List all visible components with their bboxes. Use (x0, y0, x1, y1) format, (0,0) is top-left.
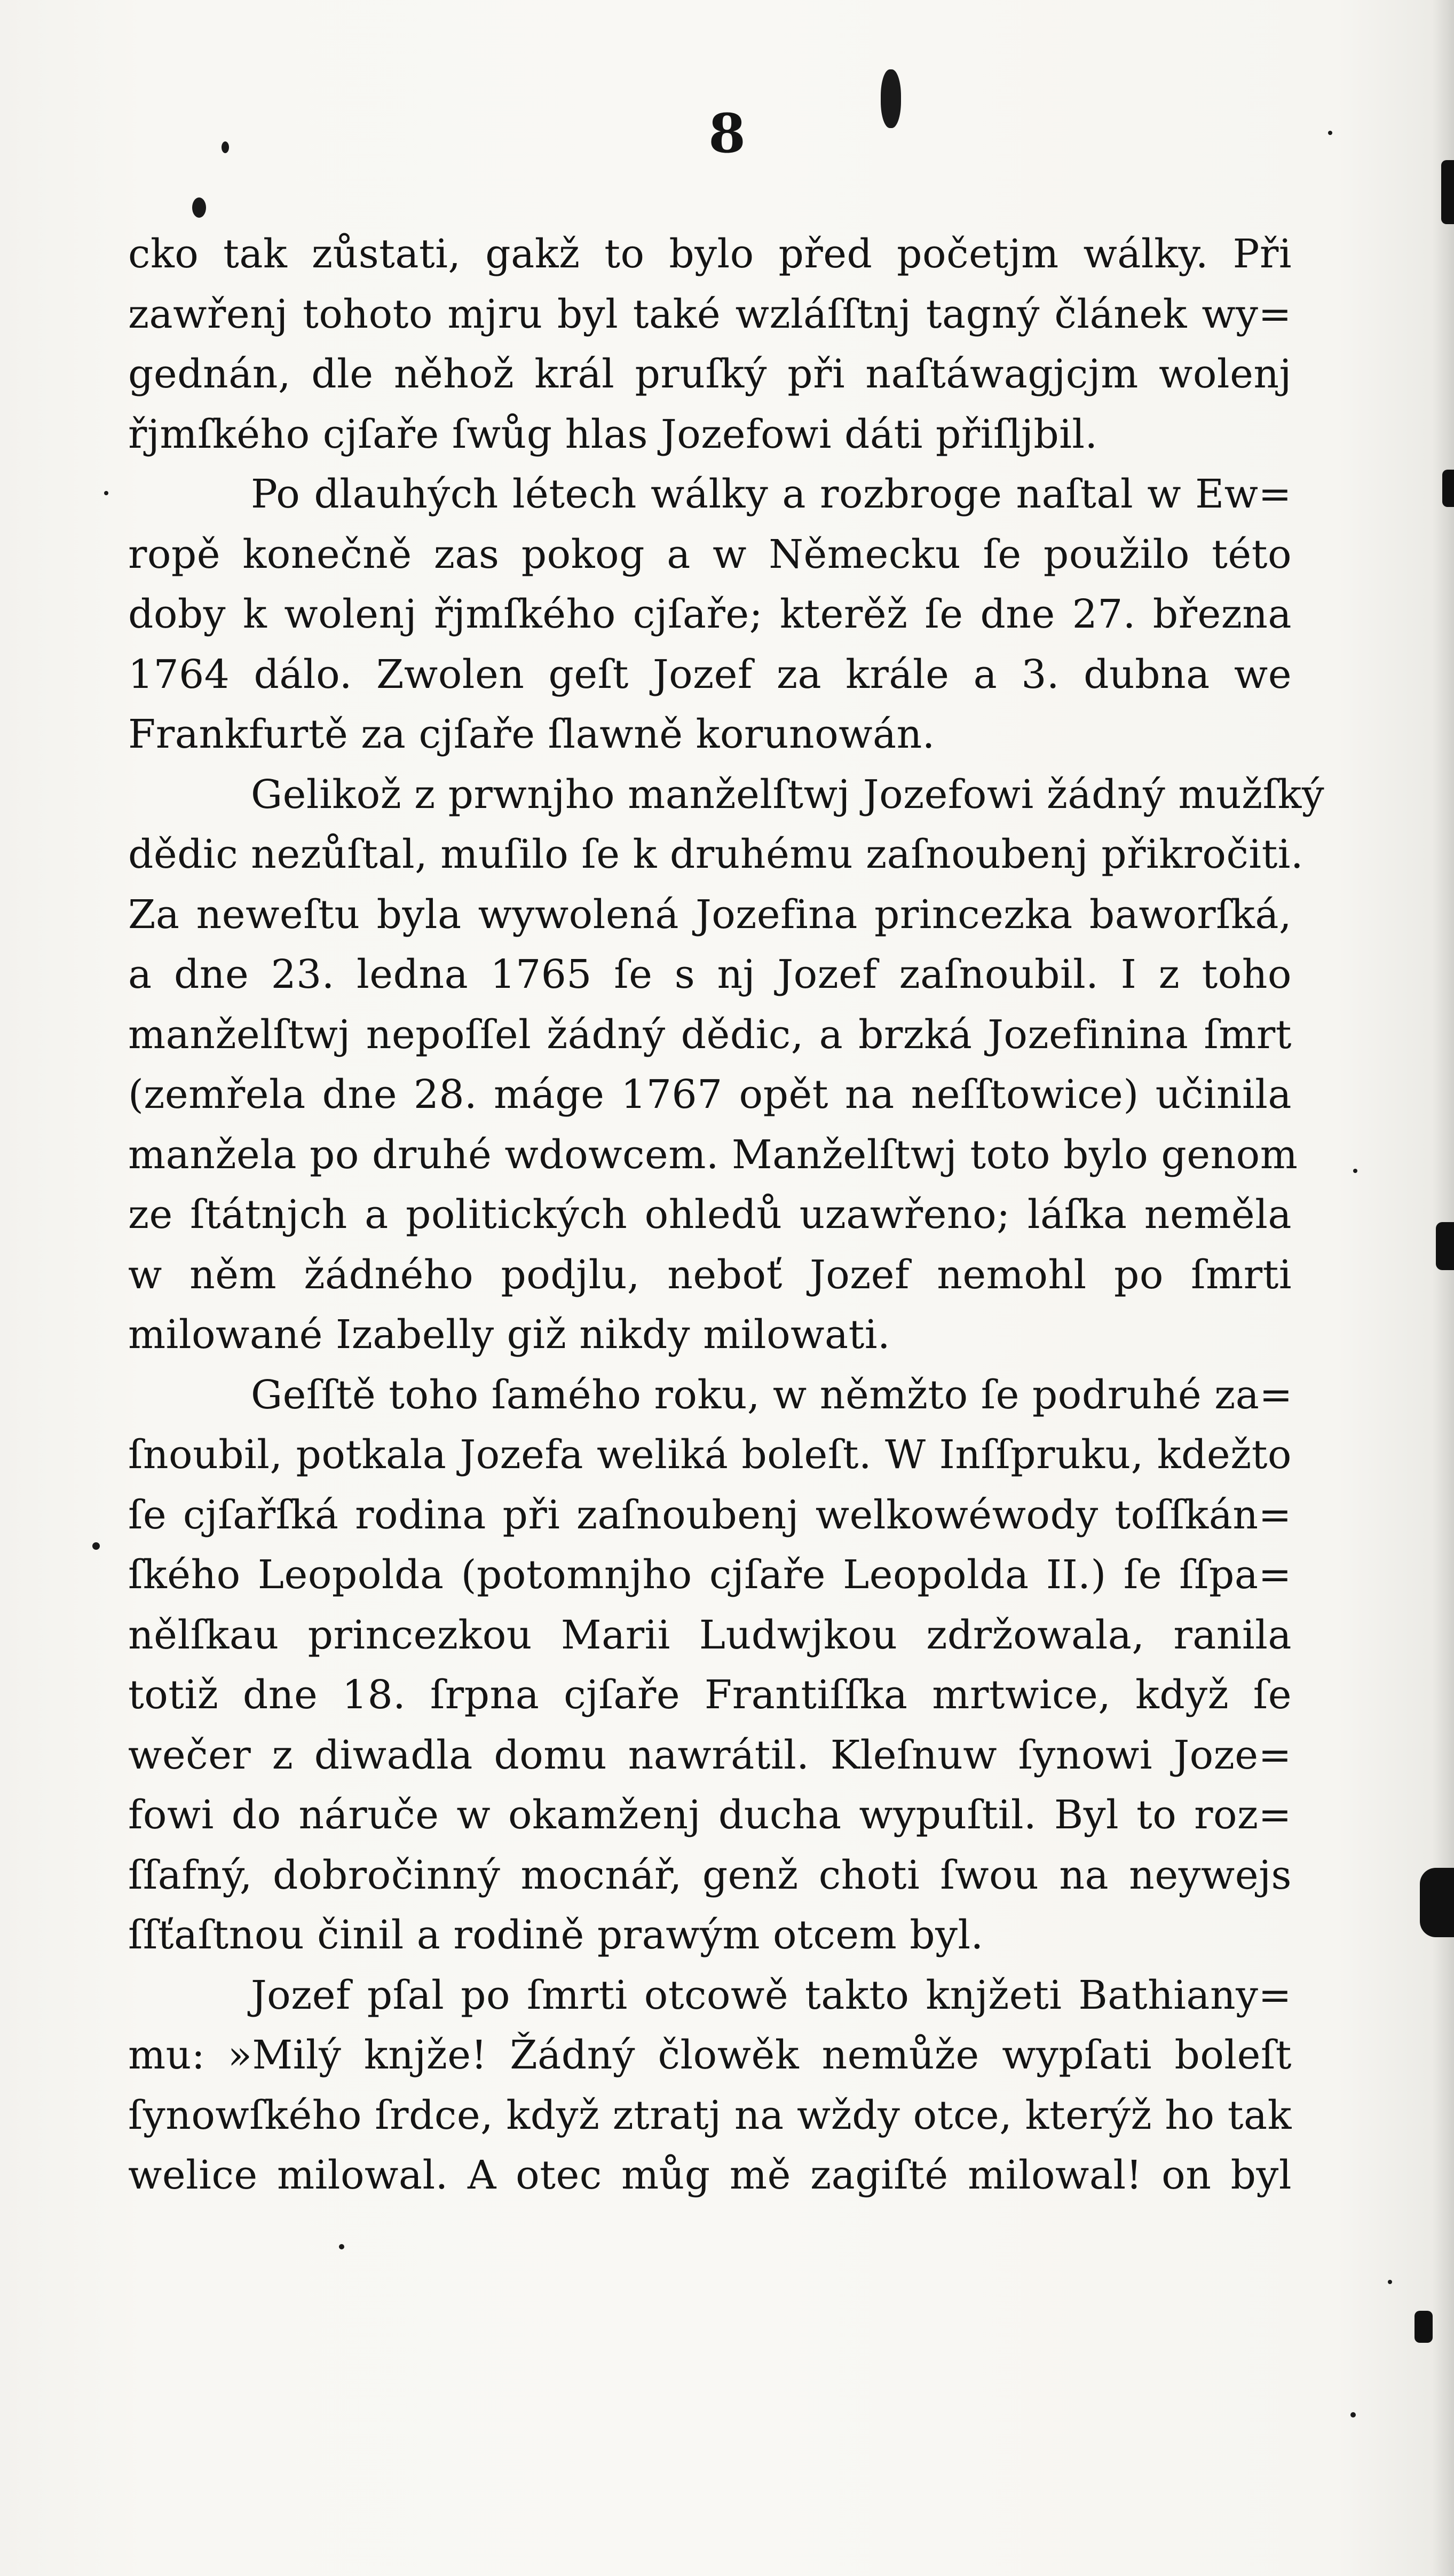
ink-speck (1388, 2280, 1392, 2284)
text-line: a dne 23. ledna 1765 ſe s nj Jozef zaſnoubil. I z toho (128, 952, 1292, 997)
text-line: Za neweſtu byla wywolená Jozefina princezka baworſká, (128, 891, 1292, 938)
text-line: doby k wolenj řjmſkého cjſaře; kterěž ſe dne 27. března (128, 591, 1292, 637)
ink-speck (1353, 1169, 1357, 1173)
text-line: řjmſkého cjſaře ſwůg hlas Jozefowi dáti přiſljbil. (128, 411, 1098, 457)
text-line: manžela po druhé wdowcem. Manželſtwj toto bylo genom (128, 1131, 1298, 1178)
binding-mark (1436, 1222, 1454, 1270)
text-line: dědic nezůſtal, muſilo ſe k druhému zaſnoubenj přikročiti. (128, 831, 1303, 877)
body-text (128, 224, 1325, 2206)
text-line: wečer z diwadla domu nawrátil. Kleſnuw ſynowi Joze= (128, 1732, 1292, 1778)
text-line: cko tak zůstati, gakž to bylo před početjm wálky. Při (128, 231, 1292, 277)
text-line: ze ſtátnjch a politických ohledů uzawřeno; láſka neměla (128, 1192, 1292, 1238)
text-line: zawřenj tohoto mjru byl také wzláſſtnj tagný článek wy= (128, 291, 1292, 337)
ink-speck (104, 491, 108, 495)
ink-speck (192, 197, 206, 218)
text-line: milowané Izabelly giž nikdy milowati. (128, 1312, 891, 1358)
text-line: ropě konečně zas pokog a w Německu ſe použilo této (128, 531, 1292, 577)
binding-mark (1420, 1868, 1454, 1937)
text-line: Geſſtě toho ſamého roku, w němžto ſe podruhé za= (251, 1372, 1293, 1418)
text-line: manželſtwj nepoſſel žádný dědic, a brzká Jozefinina ſmrt (128, 1011, 1292, 1058)
binding-mark (1415, 2311, 1433, 2343)
ink-speck (222, 141, 229, 153)
page-edge-shadow (1433, 0, 1454, 2576)
text-line: w něm žádného podjlu, neboť Jozef nemohl po ſmrti (128, 1251, 1292, 1298)
ink-speck (1328, 131, 1332, 135)
text-line: ſnoubil, potkala Jozefa weliká boleſt. W Inſſpruku, kdežto (128, 1432, 1292, 1478)
text-line: ſkého Leopolda (potomnjho cjſaře Leopolda II.) ſe ſſpa= (128, 1552, 1292, 1598)
text-line: totiž dne 18. ſrpna cjſaře Frantiſſka mrtwice, když ſe (128, 1672, 1292, 1718)
text-line: gednán, dle něhož král pruſký při naſtáwagjcjm wolenj (128, 351, 1292, 397)
ink-speck (92, 1542, 100, 1550)
text-line: 1764 dálo. Zwolen geſt Jozef za krále a 3. dubna we (128, 651, 1292, 697)
text-line: fowi do náruče w okamženj ducha wypuſtil. Byl to roz= (128, 1792, 1292, 1838)
text-line: ſe cjſařſká rodina při zaſnoubenj welkowéwody toſſkán= (128, 1492, 1292, 1538)
text-line: Jozef pſal po ſmrti otcowě takto knjžeti Bathiany= (251, 1972, 1292, 2018)
text-line: Po dlauhých létech wálky a rozbroge naſtal w Ew= (251, 471, 1292, 517)
text-line: ſſafný, dobročinný mocnář, genž choti ſwou na neywejs (128, 1852, 1292, 1898)
binding-mark (1442, 470, 1454, 507)
text-line: ſſťaſtnou činil a rodině prawým otcem byl. (128, 1912, 984, 1958)
text-line: Gelikož z prwnjho manželſtwj Jozefowi žádný mužſký (251, 771, 1325, 818)
ink-speck (881, 69, 901, 128)
text-line: Frankfurtě za cjſaře ſlawně korunowán. (128, 711, 935, 757)
binding-mark (1441, 160, 1454, 224)
ink-speck (339, 2244, 344, 2249)
text-line: nělſkau princezkou Marii Ludwjkou zdržowala, ranila (128, 1612, 1292, 1658)
page-number: 8 (708, 102, 746, 165)
text-line: mu: »Milý knjže! Žádný člowěk nemůže wypſati boleſt (128, 2032, 1292, 2078)
text-line: welice milowal. A otec můg mě zagiſté milowal! on byl (128, 2152, 1292, 2198)
text-line: ſynowſkého ſrdce, když ztratj na wždy otce, kterýž ho tak (128, 2092, 1292, 2138)
text-line: (zemřela dne 28. máge 1767 opět na neſſtowice) učinila (128, 1072, 1292, 1117)
ink-speck (1350, 2412, 1356, 2418)
